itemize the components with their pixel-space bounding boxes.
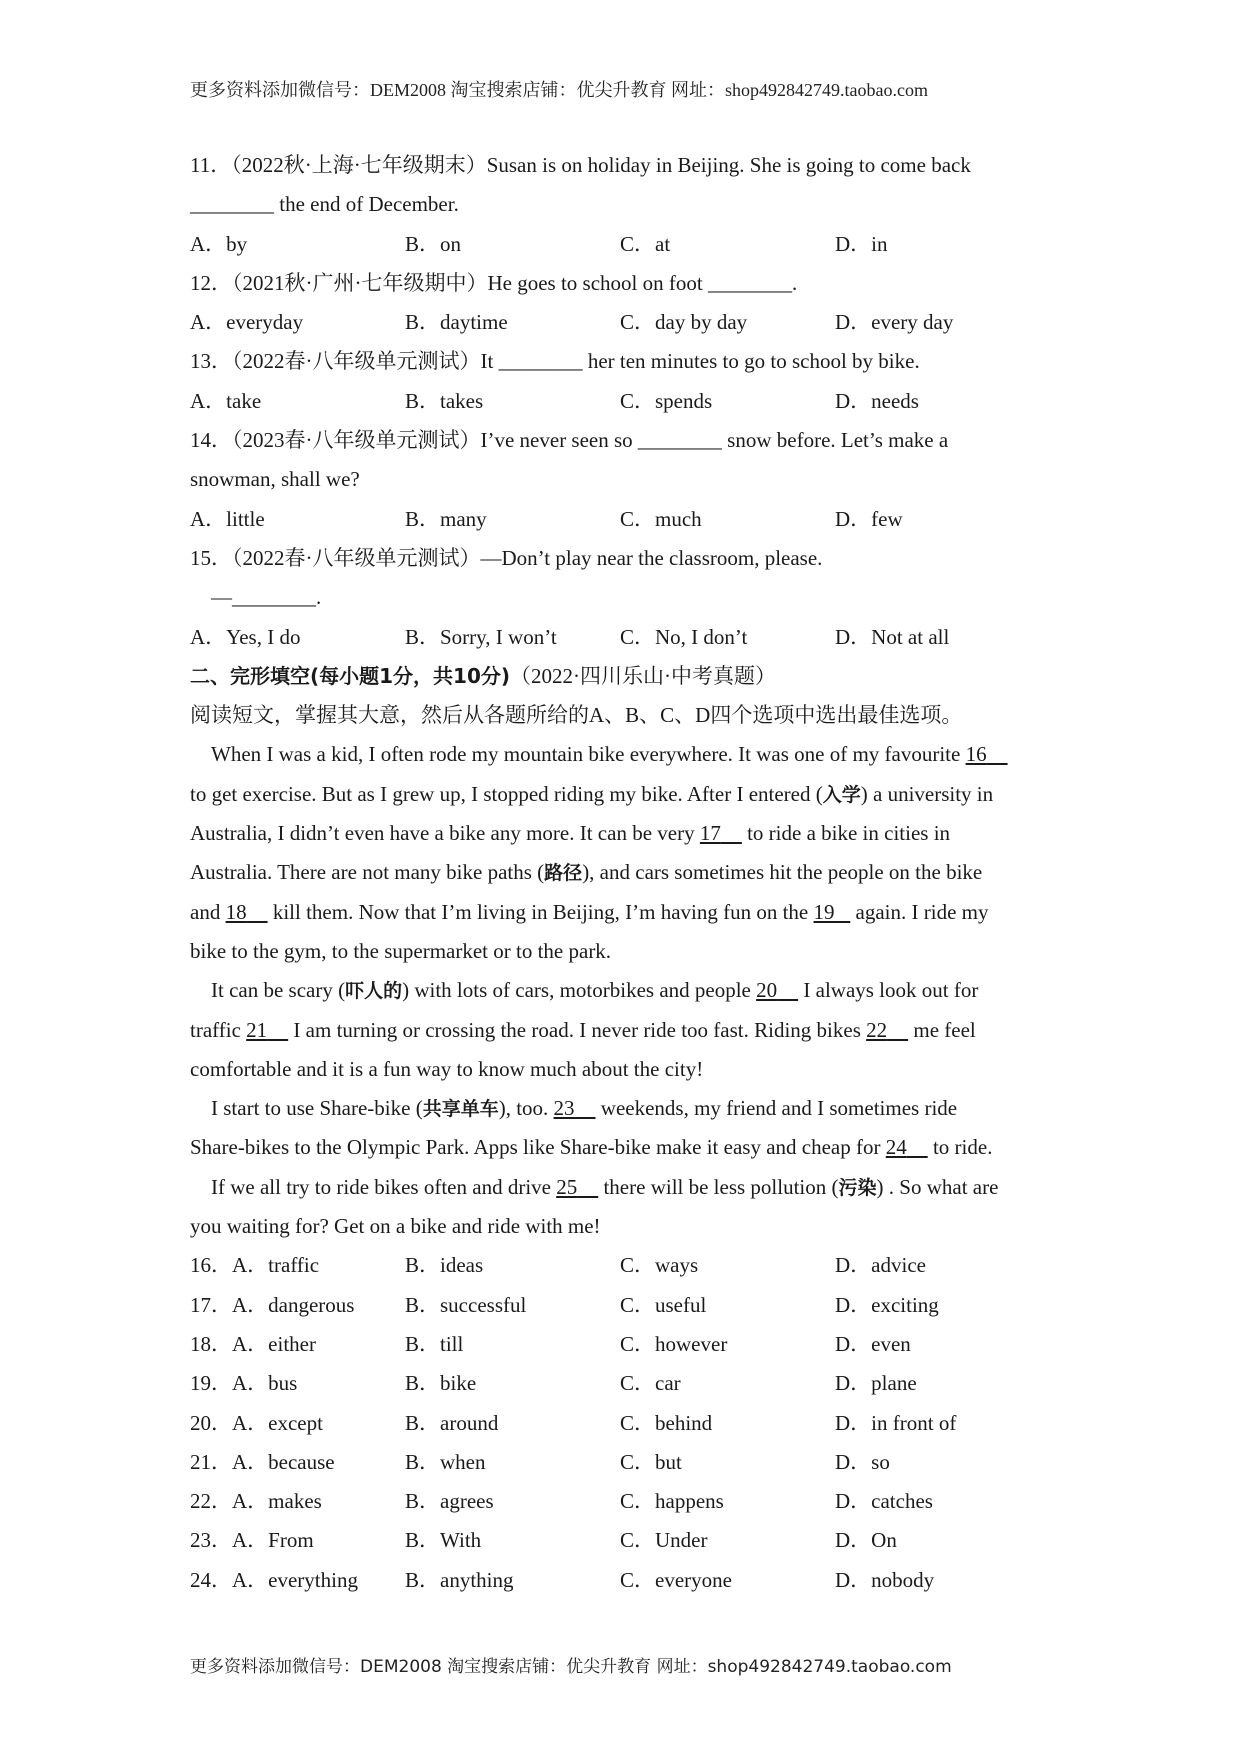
question-number: 17． [190, 1292, 232, 1317]
passage-text: ) a university in [860, 781, 994, 806]
option-d[interactable]: D．even [835, 1331, 911, 1356]
option-a[interactable] [190, 1404, 405, 1443]
cloze-options-row [190, 1482, 1050, 1521]
option-a[interactable]: A．by [190, 231, 248, 256]
option-b[interactable]: B．Sorry, I won’t [405, 624, 557, 649]
blank-number: 24 [885, 1135, 907, 1160]
option-a[interactable] [190, 1286, 405, 1325]
question-14 [190, 421, 1050, 539]
question-number: 21． [190, 1449, 232, 1474]
option-b[interactable]: B．around [405, 1410, 499, 1435]
gloss-text: 路径 [544, 862, 583, 885]
option-text: A．bus [232, 1371, 298, 1396]
option-text: A．except [232, 1410, 323, 1435]
passage-text: to get exercise. But as I grew up, I stopped riding my bike. After I entered ( [190, 781, 823, 806]
option-a[interactable] [190, 1325, 405, 1364]
blank-number: 18 [225, 899, 247, 924]
passage-text: comfortable and it is a fun way to know much about the city! [190, 1056, 704, 1081]
cloze-options-row [190, 1443, 1050, 1482]
option-a[interactable] [190, 1561, 405, 1600]
passage-text: and [190, 899, 226, 924]
passage-text: kill them. Now that I’m living in Beijing, I’m having fun on the [267, 899, 814, 924]
passage-text: I start to use Share-bike ( [211, 1096, 423, 1121]
option-c[interactable]: C．happens [620, 1489, 724, 1514]
passage-text: there will be less pollution ( [598, 1174, 839, 1199]
question-13 [190, 342, 1050, 421]
question-number: 24． [190, 1567, 232, 1592]
section-title: 二、完形填空(每小题1分，共10分) [190, 663, 511, 688]
passage-text: It can be scary ( [211, 978, 346, 1003]
blank-24[interactable] [886, 1135, 928, 1159]
option-d[interactable]: D．few [835, 506, 903, 531]
option-b[interactable]: B．agrees [405, 1489, 494, 1514]
option-a[interactable] [190, 1443, 405, 1482]
blank-number: 25 [556, 1174, 578, 1199]
passage-text: ) . So what are [876, 1174, 999, 1199]
question-stem-cont: snowman, shall we? [190, 467, 360, 492]
passage-line [190, 1050, 1050, 1089]
passage-line [190, 1207, 1050, 1246]
option-text: A．From [232, 1528, 314, 1553]
question-stem: 13．（2022春·八年级单元测试）It ________ her ten minutes to go to school by bike. [190, 349, 920, 374]
passage-text: weekends, my friend and I sometimes ride [595, 1096, 958, 1121]
option-d[interactable]: D．nobody [835, 1567, 935, 1592]
option-a[interactable] [190, 1364, 405, 1403]
passage-paragraph-4 [190, 1168, 1050, 1247]
cloze-options-row [190, 1286, 1050, 1325]
option-c[interactable]: C．car [620, 1371, 681, 1396]
blank-number: 20 [756, 978, 778, 1003]
question-stem: 11．（2022秋·上海·七年级期末）Susan is on holiday in Beijing. She is going to come back [190, 153, 971, 177]
section-heading [190, 657, 1050, 696]
passage-text: again. I ride my [850, 899, 989, 924]
option-c[interactable]: C．Under [620, 1528, 708, 1553]
question-11 [190, 146, 1050, 264]
option-c[interactable]: C．ways [620, 1253, 699, 1278]
option-d[interactable]: D．needs [835, 388, 919, 413]
option-text: A．either [232, 1331, 316, 1356]
blank-number: 16 [965, 742, 987, 767]
cloze-options-row [190, 1364, 1050, 1403]
question-number: 23． [190, 1528, 232, 1553]
passage-line [190, 1011, 1050, 1050]
option-d[interactable]: D．in front of [835, 1410, 957, 1435]
option-a[interactable]: A．little [190, 506, 265, 531]
blank-number: 23 [553, 1096, 575, 1121]
option-d[interactable]: D．On [835, 1528, 897, 1553]
option-d[interactable]: D．catches [835, 1489, 933, 1514]
section-instruction: 阅读短文，掌握其大意，然后从各题所给的A、B、C、D四个选项中选出最佳选项。 [190, 703, 963, 728]
option-c[interactable]: C．behind [620, 1410, 713, 1435]
blank-number: 22 [866, 1017, 888, 1042]
cloze-options-row [190, 1246, 1050, 1285]
section-source: （2022·四川乐山·中考真题） [510, 663, 777, 688]
passage-text: Share-bikes to the Olympic Park. Apps like Share-bike make it easy and cheap for [190, 1135, 886, 1160]
blank-25[interactable] [556, 1175, 598, 1199]
option-text: A．makes [232, 1489, 322, 1514]
blank-number: 19 [813, 899, 835, 924]
question-15 [190, 539, 1050, 657]
blank-20[interactable] [756, 978, 798, 1002]
option-d[interactable]: D．in [835, 231, 888, 256]
passage-text: ), too. [498, 1096, 554, 1121]
option-d[interactable]: D．so [835, 1449, 890, 1474]
question-stem: 15．（2022春·八年级单元测试）—Don’t play near the classroom, please. [190, 545, 823, 570]
passage-text: When I was a kid, I often rode my mountain bike everywhere. It was one of my favourite [211, 742, 966, 767]
cloze-options-row [190, 1404, 1050, 1443]
page-content [190, 146, 1050, 1600]
options-row [190, 500, 1050, 539]
page-header: 更多资料添加微信号：DEM2008 淘宝搜索店铺：优尖升教育 网址：shop492842749.taobao.com [190, 80, 928, 100]
question-stem: 14．（2023春·八年级单元测试）I’ve never seen so ________ snow before. Let’s make a [190, 428, 949, 453]
passage-line [190, 853, 1050, 892]
passage-line [190, 775, 1050, 814]
option-b[interactable]: B．With [405, 1528, 482, 1553]
passage-line [190, 932, 1050, 971]
passage-text: I always look out for [798, 978, 979, 1003]
option-b[interactable]: B．takes [405, 388, 484, 413]
option-b[interactable]: B．when [405, 1449, 486, 1474]
question-12 [190, 264, 1050, 343]
passage-text: to ride a bike in cities in [741, 821, 951, 846]
page-footer: 更多资料添加微信号：DEM2008 淘宝搜索店铺：优尖升教育 网址：shop492842749.taobao.com [190, 1657, 952, 1677]
passage-text: you waiting for? Get on a bike and ride with me! [190, 1214, 601, 1239]
passage-text: me feel [908, 1017, 976, 1042]
blank-17[interactable] [700, 821, 742, 845]
option-c[interactable]: C．however [620, 1331, 728, 1356]
blank-19[interactable] [814, 900, 851, 924]
option-b[interactable]: B．ideas [405, 1253, 484, 1278]
gloss-text: 共享单车 [422, 1098, 499, 1121]
option-c[interactable]: C．useful [620, 1292, 707, 1317]
passage-line [190, 893, 1050, 932]
blank-21[interactable] [246, 1018, 288, 1042]
option-d[interactable]: D．exciting [835, 1292, 939, 1317]
option-c[interactable]: C．but [620, 1449, 682, 1474]
option-a[interactable] [190, 1482, 405, 1521]
question-number: 18． [190, 1331, 232, 1356]
option-b[interactable]: B．daytime [405, 310, 508, 335]
cloze-options-row [190, 1325, 1050, 1364]
option-c[interactable]: C．day by day [620, 310, 748, 335]
option-a[interactable]: A．take [190, 388, 262, 413]
blank-number: 21 [246, 1017, 268, 1042]
passage-line [190, 1089, 1050, 1128]
passage-text: Australia, I didn’t even have a bike any more. It can be very [190, 821, 700, 846]
blank-22[interactable] [866, 1018, 908, 1042]
option-d[interactable]: D．plane [835, 1371, 917, 1396]
passage-text: ), and cars sometimes hit the people on the bike [582, 860, 983, 885]
question-stem-cont: ________ the end of December. [190, 192, 459, 217]
option-c[interactable]: C．at [620, 231, 671, 256]
option-b[interactable]: B．on [405, 231, 462, 256]
option-b[interactable]: B．anything [405, 1567, 514, 1592]
option-a[interactable]: A．Yes, I do [190, 624, 301, 649]
passage-paragraph-2 [190, 971, 1050, 1089]
option-text: A．everything [232, 1567, 358, 1592]
passage-line [190, 814, 1050, 853]
question-number: 16． [190, 1253, 232, 1278]
gloss-text: 污染 [838, 1176, 877, 1199]
question-number: 22． [190, 1489, 232, 1514]
blank-16[interactable] [966, 742, 1008, 766]
gloss-text: 吓人的 [345, 980, 403, 1003]
option-d[interactable]: D．advice [835, 1253, 926, 1278]
options-row [190, 382, 1050, 421]
option-d[interactable]: D．every day [835, 310, 954, 335]
options-row [190, 303, 1050, 342]
question-number: 19． [190, 1371, 232, 1396]
passage-paragraph-1 [190, 735, 1050, 971]
passage-text: ) with lots of cars, motorbikes and people [402, 978, 757, 1003]
cloze-options-row [190, 1521, 1050, 1560]
option-d[interactable]: D．Not at all [835, 624, 950, 649]
option-text: A．traffic [232, 1253, 320, 1278]
question-stem: 12．（2021秋·广州·七年级期中）He goes to school on foot ________. [190, 270, 798, 295]
question-stem-cont: —________. [211, 585, 322, 610]
option-text: A．dangerous [232, 1292, 355, 1317]
option-c[interactable]: C．much [620, 506, 702, 531]
passage-line [190, 1128, 1050, 1167]
option-a[interactable]: A．everyday [190, 310, 304, 335]
option-c[interactable]: C．spends [620, 388, 713, 413]
passage-text: If we all try to ride bikes often and drive [211, 1174, 557, 1199]
blank-18[interactable] [226, 900, 268, 924]
option-b[interactable]: B．till [405, 1331, 464, 1356]
option-a[interactable] [190, 1521, 405, 1560]
option-c[interactable]: C．everyone [620, 1567, 732, 1592]
option-a[interactable] [190, 1246, 405, 1285]
option-c[interactable]: C．No, I don’t [620, 624, 748, 649]
option-b[interactable]: B．bike [405, 1371, 477, 1396]
options-row [190, 618, 1050, 657]
option-b[interactable]: B．many [405, 506, 487, 531]
passage-paragraph-3 [190, 1089, 1050, 1168]
passage-text: bike to the gym, to the supermarket or to the park. [190, 938, 612, 963]
passage-text: Australia. There are not many bike paths ( [190, 860, 545, 885]
options-row [190, 225, 1050, 264]
passage-line [190, 735, 1050, 774]
passage-text: traffic [190, 1017, 247, 1042]
option-text: A．because [232, 1449, 335, 1474]
question-number: 20． [190, 1410, 232, 1435]
passage-text: to ride. [927, 1135, 993, 1160]
cloze-options-list [190, 1246, 1050, 1600]
blank-23[interactable] [554, 1096, 596, 1120]
cloze-options-row [190, 1561, 1050, 1600]
passage-line [190, 1168, 1050, 1207]
passage-line [190, 971, 1050, 1010]
option-b[interactable]: B．successful [405, 1292, 527, 1317]
gloss-text: 入学 [822, 783, 861, 806]
passage-text: I am turning or crossing the road. I never ride too fast. Riding bikes [288, 1017, 867, 1042]
blank-number: 17 [699, 821, 721, 846]
